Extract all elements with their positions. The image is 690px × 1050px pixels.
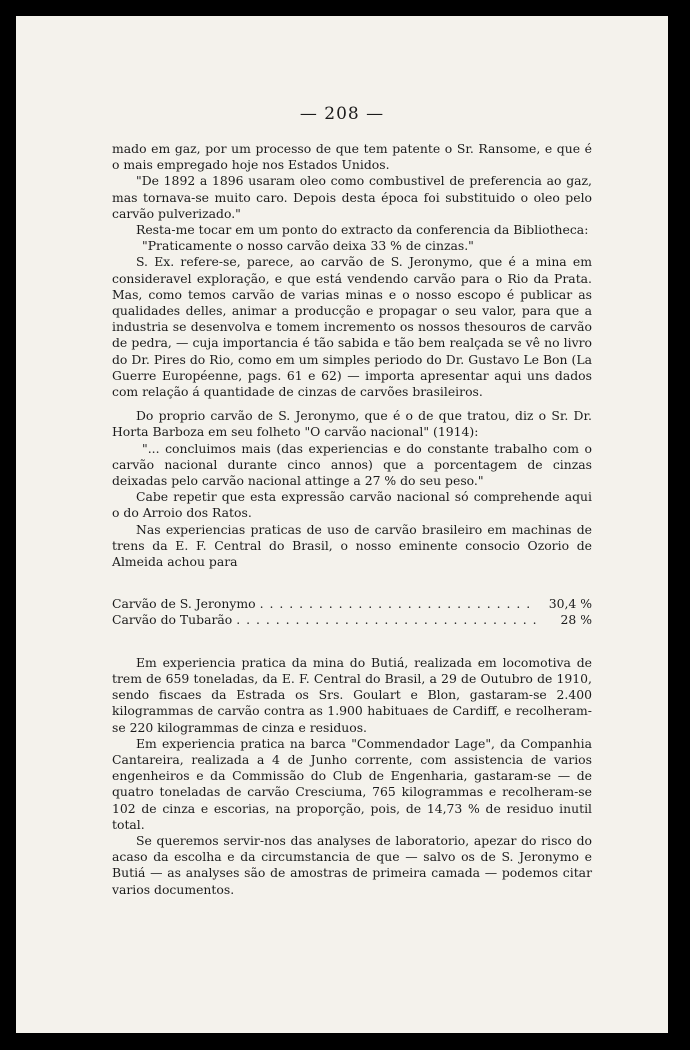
dot-leader xyxy=(236,612,536,628)
paragraph: Em experiencia pratica da mina do Butiá, realizada em locomotiva de trem de 659 toneladas, da E. F. Central do Brasil, a 29 de Outubro de 1910, sendo fiscaes da Estrada os Srs. Goulart e Blon, gastaram-se 2.400 kilogrammas de carvão contra as 1.900 habituaes de Cardiff, e recolheram-se 220 kilogrammas de cinza e residuos. xyxy=(112,654,592,735)
page-number: — 208 — xyxy=(299,104,385,124)
quote-paragraph: "... concluimos mais (das experiencias e do constante trabalho com o carvão nacional durante cinco annos) que a porcentagem de cinzas deixadas pelo carvão nacional attinge a 27 % do seu peso." xyxy=(112,440,592,489)
book-page xyxy=(16,16,668,1033)
paragraph: Resta-me tocar em um ponto do extracto da conferencia da Bibliotheca: xyxy=(136,222,589,238)
page-body xyxy=(112,141,592,898)
spacer xyxy=(112,400,592,408)
paragraph: mado em gaz, por um processo de que tem patente o Sr. Ransome, e que é o mais empregado hoje nos Estados Unidos. xyxy=(112,141,592,173)
table-row-label: Carvão de S. Jeronymo xyxy=(112,596,256,612)
dot-leader xyxy=(260,596,536,612)
paragraph: Nas experiencias praticas de uso de carvão brasileiro em machinas de trens da E. F. Central do Brasil, o nosso eminente consocio Ozorio de Almeida achou para xyxy=(112,521,592,570)
table-row-value: 30,4 % xyxy=(548,596,592,612)
paragraph: Do proprio carvão de S. Jeronymo, que é o de que tratou, diz o Sr. Dr. Horta Barboza em seu folheto "O carvão nacional" (1914): xyxy=(112,408,592,440)
spacer xyxy=(112,570,592,596)
paragraph: Cabe repetir que esta expressão carvão nacional só comprehende aqui o do Arroio dos Ratos. xyxy=(112,489,592,521)
spacer xyxy=(112,629,592,655)
ash-content-table xyxy=(112,596,592,628)
body-top-section xyxy=(112,141,592,400)
table-row xyxy=(112,596,592,612)
paragraph: "De 1892 a 1896 usaram oleo como combustivel de preferencia ao gaz, mas tornava-se muito caro. Depois desta época foi substituido o oleo pelo carvão pulverizado." xyxy=(112,173,592,221)
paragraph: Em experiencia pratica na barca "Commendador Lage", da Companhia Cantareira, realizada a 4 de Junho corrente, com assistencia de varios engenheiros e da Commissão do Club de Engenharia, gastaram-se — de quatro toneladas de carvão Cresciuma, 765 kilogrammas e recolheram-se 102 de cinza e escorias, na proporção, pois, de 14,73 % de residuo inutil total. xyxy=(112,735,592,832)
paragraph: Se queremos servir-nos das analyses de laboratorio, apezar do risco do acaso da escolha e da circumstancia de que — salvo os de S. Jeronymo e Butiá — as analyses são de amostras de primeira camada — podemos citar varios documentos. xyxy=(112,832,592,897)
body-middle-section xyxy=(112,408,592,570)
table-row xyxy=(112,612,592,628)
quote-paragraph: "Praticamente o nosso carvão deixa 33 % de cinzas." xyxy=(142,238,474,254)
body-bottom-section xyxy=(112,655,592,898)
table-row-value: 28 % xyxy=(560,612,592,628)
table-row-label: Carvão do Tubarão xyxy=(112,612,233,628)
paragraph: S. Ex. refere-se, parece, ao carvão de S. Jeronymo, que é a mina em consideravel exploração, e que está vendendo carvão para o Rio da Prata. Mas, como temos carvão de varias minas e o nosso escopo é publicar as qualidades delles, animar a producção e propagar o seu valor, para que a industria se desenvolva e tomem incremento os nossos thesouros de carvão de pedra, — cuja importancia é tão sabida e tão bem realçada se vê no livro do Dr. Pires do Rio, como em um simples periodo do Dr. Gustavo Le Bon (La Guerre Européenne, pags. 61 e 62) — importa apresentar aqui uns dados com relação á quantidade de cinzas de carvões brasileiros. xyxy=(112,254,592,400)
